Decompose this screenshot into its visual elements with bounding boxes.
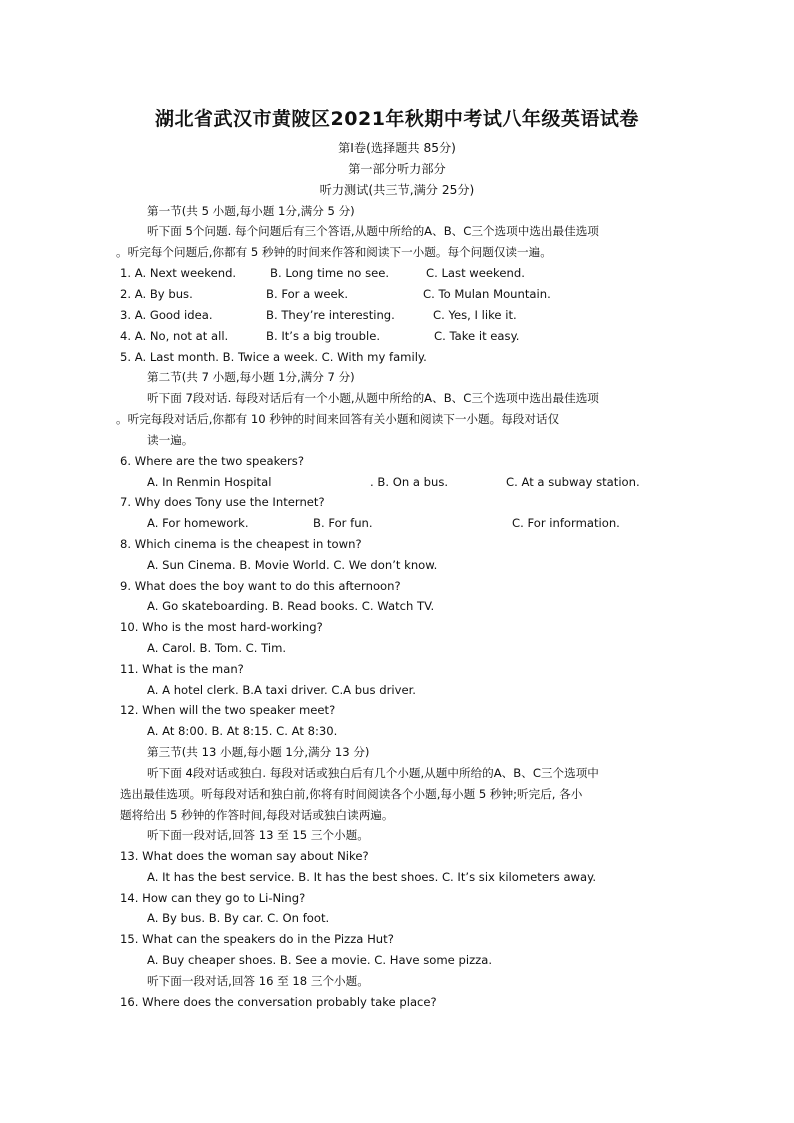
q2-option-a: 2. A. By bus. bbox=[120, 287, 193, 301]
q7-option-c: C. For information. bbox=[512, 516, 620, 530]
dialog1-instruction: 听下面一段对话,回答 13 至 15 三个小题。 bbox=[147, 828, 369, 842]
dialog2-instruction: 听下面一段对话,回答 16 至 18 三个小题。 bbox=[147, 974, 369, 988]
q11-options: A. A hotel clerk. B.A taxi driver. C.A bus driver. bbox=[147, 683, 416, 697]
q1-option-c: C. Last weekend. bbox=[426, 266, 525, 280]
q15-question: 15. What can the speakers do in the Pizza Hut? bbox=[120, 932, 394, 946]
q4-option-a: 4. A. No, not at all. bbox=[120, 329, 229, 343]
q10-options: A. Carol. B. Tom. C. Tim. bbox=[147, 641, 287, 655]
section1-instruction-line2: 。听完每个问题后,你都有 5 秒钟的时间来作答和阅读下一小题。每个问题仅读一遍。 bbox=[116, 245, 552, 259]
q11-question: 11. What is the man? bbox=[120, 662, 244, 676]
q9-options: A. Go skateboarding. B. Read books. C. Watch TV. bbox=[147, 599, 435, 613]
q4-option-c: C. Take it easy. bbox=[434, 329, 520, 343]
q8-question: 8. Which cinema is the cheapest in town? bbox=[120, 537, 362, 551]
q7-option-a: A. For homework. bbox=[147, 516, 249, 530]
section2-instruction-line3: 读一遍。 bbox=[147, 433, 194, 447]
q10-question: 10. Who is the most hard-working? bbox=[120, 620, 323, 634]
q9-question: 9. What does the boy want to do this afternoon? bbox=[120, 579, 401, 593]
section3-instruction-line2: 选出最佳选项。听每段对话和独白前,你将有时间阅读各个小题,每小题 5 秒钟;听完后, 各小 bbox=[120, 787, 583, 801]
section3-instruction-line3: 题将给出 5 秒钟的作答时间,每段对话或独白读两遍。 bbox=[120, 808, 394, 822]
listening-heading: 听力测试(共三节,满分 25分) bbox=[319, 183, 475, 197]
q6-option-c: C. At a subway station. bbox=[506, 475, 640, 489]
q7-question: 7. Why does Tony use the Internet? bbox=[120, 495, 325, 509]
section2-heading: 第二节(共 7 小题,每小题 1分,满分 7 分) bbox=[147, 370, 355, 384]
section2-instruction-line2: 。听完每段对话后,你都有 10 秒钟的时间来回答有关小题和阅读下一小题。每段对话仅 bbox=[116, 412, 560, 426]
q3-option-b: B. They’re interesting. bbox=[266, 308, 395, 322]
q6-question: 6. Where are the two speakers? bbox=[120, 454, 305, 468]
q3-option-a: 3. A. Good idea. bbox=[120, 308, 213, 322]
q16-question: 16. Where does the conversation probably take place? bbox=[120, 995, 437, 1009]
q6-option-b: . B. On a bus. bbox=[370, 475, 449, 489]
q3-option-c: C. Yes, I like it. bbox=[433, 308, 517, 322]
section3-instruction-line1: 听下面 4段对话或独白. 每段对话或独白后有几个小题,从题中所给的A、B、C三个选项中 bbox=[147, 766, 599, 780]
q4-option-b: B. It’s a big trouble. bbox=[266, 329, 381, 343]
q2-option-c: C. To Mulan Mountain. bbox=[423, 287, 551, 301]
q13-options: A. It has the best service. B. It has the best shoes. C. It’s six kilometers away. bbox=[147, 870, 597, 884]
q7-option-b: B. For fun. bbox=[313, 516, 373, 530]
q6-option-a: A. In Renmin Hospital bbox=[147, 475, 272, 489]
part-heading: 第一部分听力部分 bbox=[348, 162, 446, 176]
volume-heading: 第Ⅰ卷(选择题共 85分) bbox=[338, 141, 456, 155]
q1-option-b: B. Long time no see. bbox=[270, 266, 390, 280]
q2-option-b: B. For a week. bbox=[266, 287, 349, 301]
section1-instruction-line1: 听下面 5个问题. 每个问题后有三个答语,从题中所给的A、B、C三个选项中选出最佳选项 bbox=[147, 224, 599, 238]
q5-options: 5. A. Last month. B. Twice a week. C. With my family. bbox=[120, 350, 427, 364]
exam-title: 湖北省武汉市黄陂区2021年秋期中考试八年级英语试卷 bbox=[155, 108, 639, 130]
section3-heading: 第三节(共 13 小题,每小题 1分,满分 13 分) bbox=[147, 745, 370, 759]
section2-instruction-line1: 听下面 7段对话. 每段对话后有一个小题,从题中所给的A、B、C三个选项中选出最佳选项 bbox=[147, 391, 599, 405]
q14-options: A. By bus. B. By car. C. On foot. bbox=[147, 911, 330, 925]
q12-options: A. At 8:00. B. At 8:15. C. At 8:30. bbox=[147, 724, 338, 738]
q1-option-a: 1. A. Next weekend. bbox=[120, 266, 237, 280]
section1-heading: 第一节(共 5 小题,每小题 1分,满分 5 分) bbox=[147, 204, 355, 218]
q15-options: A. Buy cheaper shoes. B. See a movie. C. Have some pizza. bbox=[147, 953, 493, 967]
q12-question: 12. When will the two speaker meet? bbox=[120, 703, 336, 717]
q13-question: 13. What does the woman say about Nike? bbox=[120, 849, 369, 863]
q8-options: A. Sun Cinema. B. Movie World. C. We don’t know. bbox=[147, 558, 438, 572]
q14-question: 14. How can they go to Li-Ning? bbox=[120, 891, 306, 905]
